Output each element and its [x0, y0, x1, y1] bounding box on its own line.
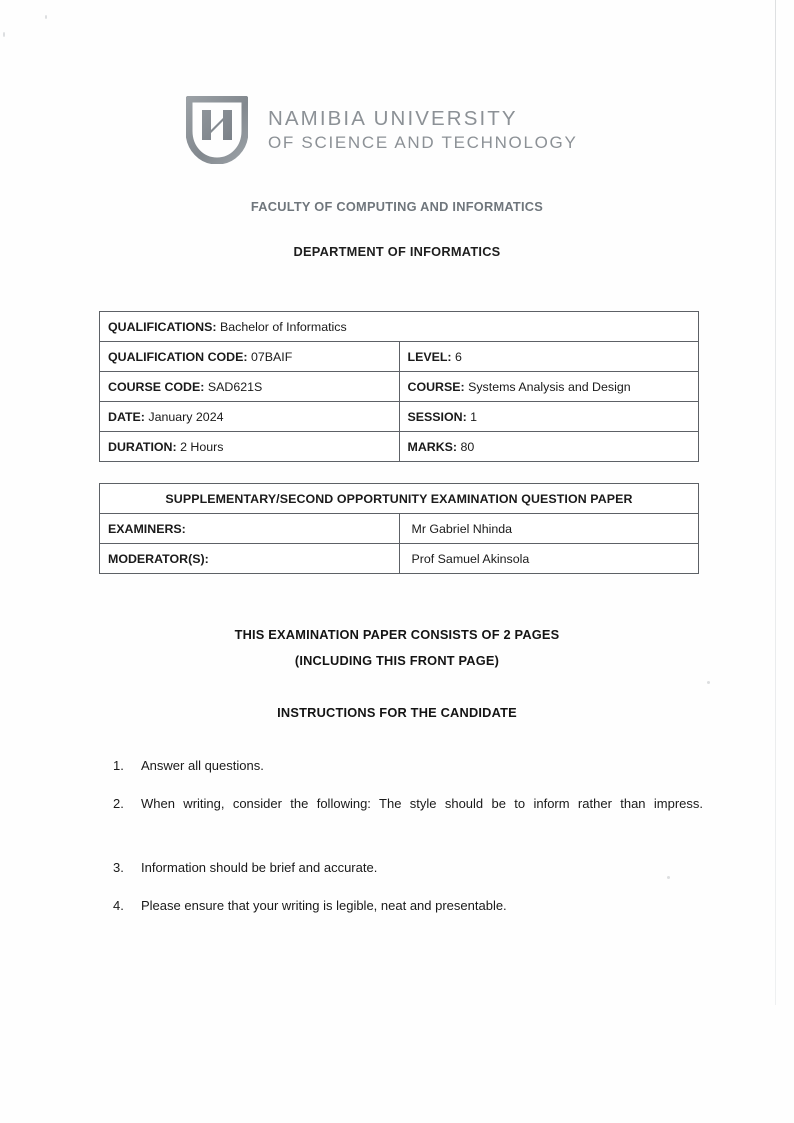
cell-key: EXAMINERS: — [108, 521, 186, 536]
cell-key: QUALIFICATIONS: — [108, 319, 217, 334]
list-item-number: 1. — [113, 758, 124, 773]
table-row — [100, 432, 699, 462]
faculty-heading: FACULTY OF COMPUTING AND INFORMATICS — [250, 199, 544, 214]
list-item — [113, 855, 703, 881]
cell-value: 1 — [470, 409, 478, 424]
level-cell — [399, 342, 699, 372]
cell-value: 80 — [460, 439, 475, 454]
date-cell — [100, 402, 400, 432]
examiners-table — [99, 483, 699, 574]
cell-value: January 2024 — [148, 409, 224, 424]
scan-speck — [3, 32, 5, 37]
duration-cell — [100, 432, 400, 462]
cell-key: QUALIFICATION CODE: — [108, 349, 248, 364]
qualifications-table — [99, 311, 699, 462]
institution-name-line2: OF SCIENCE AND TECHNOLOGY — [268, 133, 578, 152]
marks-cell — [399, 432, 699, 462]
cell-value: Systems Analysis and Design — [468, 379, 631, 394]
moderators-label — [100, 544, 400, 574]
institution-name-line1: NAMIBIA UNIVERSITY — [268, 107, 518, 130]
cell-key: LEVEL: — [407, 349, 452, 364]
list-item-number: 2. — [113, 796, 124, 811]
cell-key: COURSE: — [407, 379, 465, 394]
list-item-number: 3. — [113, 860, 124, 875]
qualification-code-cell — [100, 342, 400, 372]
list-item-number: 4. — [113, 898, 124, 913]
list-item — [113, 791, 703, 843]
list-item-text: Information should be brief and accurate. — [141, 860, 378, 875]
course-cell — [399, 372, 699, 402]
cell-value: 07BAIF — [250, 349, 293, 364]
table-row — [100, 544, 699, 574]
cell-value: SAD621S — [207, 379, 263, 394]
cell-key: DURATION: — [108, 439, 177, 454]
namibia-university-shield-logo-icon — [186, 96, 248, 164]
cell-key: MARKS: — [407, 439, 458, 454]
list-item-text: When writing, consider the following: The style should be to inform rather than impress. — [141, 796, 703, 811]
table-row — [100, 342, 699, 372]
cell-value: 6 — [455, 349, 462, 364]
cell-key: MODERATOR(S): — [108, 551, 209, 566]
institution-wordmark — [268, 106, 578, 154]
scan-speck — [707, 681, 710, 684]
session-cell — [399, 402, 699, 432]
table-row — [100, 514, 699, 544]
page-count-notice: THIS EXAMINATION PAPER CONSISTS OF 2 PAGES — [234, 627, 560, 642]
list-item-text: Answer all questions. — [141, 758, 264, 773]
exam-paper-type-title: SUPPLEMENTARY/SECOND OPPORTUNITY EXAMINATION QUESTION PAPER — [100, 484, 699, 514]
table-row — [100, 402, 699, 432]
department-heading: DEPARTMENT OF INFORMATICS — [293, 244, 501, 259]
cell-key: COURSE CODE: — [108, 379, 205, 394]
scan-artifact-line — [775, 0, 776, 1005]
cell-value: Bachelor of Informatics — [219, 319, 347, 334]
instructions-list — [113, 753, 703, 931]
moderators-value: Prof Samuel Akinsola — [399, 544, 699, 574]
scan-speck — [45, 15, 47, 19]
table-row — [100, 372, 699, 402]
cell-key: DATE: — [108, 409, 145, 424]
course-code-cell — [100, 372, 400, 402]
cell-value: 2 Hours — [180, 439, 224, 454]
institution-logo-block — [186, 96, 578, 164]
list-item — [113, 893, 703, 919]
instructions-heading: INSTRUCTIONS FOR THE CANDIDATE — [277, 705, 517, 720]
cell-key: SESSION: — [407, 409, 467, 424]
list-item — [113, 753, 703, 779]
qualifications-cell — [100, 312, 699, 342]
front-page-notice: (INCLUDING THIS FRONT PAGE) — [294, 653, 500, 668]
table-row — [100, 312, 699, 342]
table-row — [100, 484, 699, 514]
list-item-text: Please ensure that your writing is legible, neat and presentable. — [141, 898, 507, 913]
examiners-value: Mr Gabriel Nhinda — [399, 514, 699, 544]
examiners-label — [100, 514, 400, 544]
